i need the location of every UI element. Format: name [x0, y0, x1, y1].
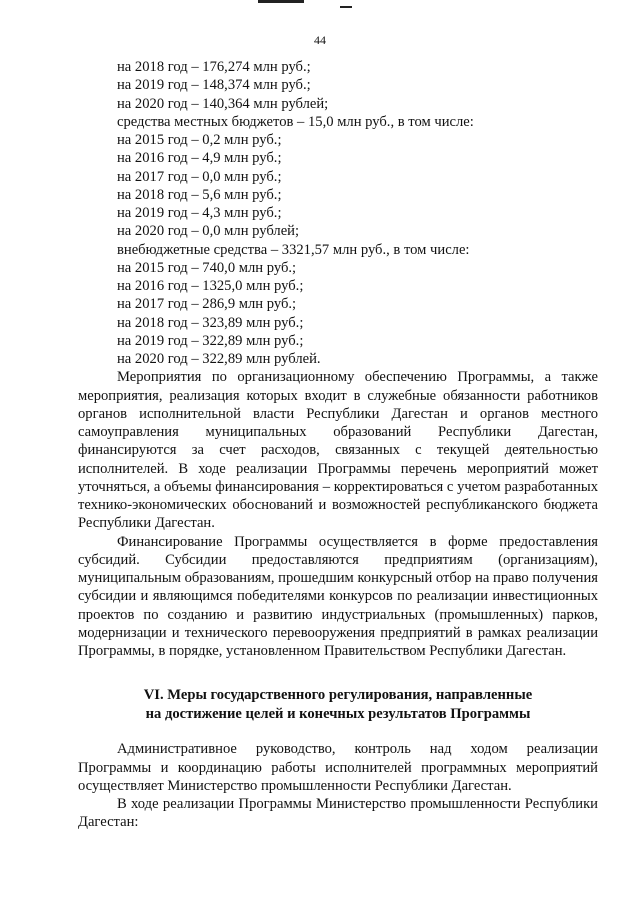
paragraph-text: Финансирование Программы осуществляется в форме предоставления субсидий. Субсидии предоставляются предприятиям (организациям), муниципальным образованиям, прошедшим конкурсный отбор на право получения субсидии и являющимся победителями конкурсов по реализации инвестиционных проектов по созданию и развитию индустриальных (промышленных) парков, модернизации и технического перевооружения предприятий в рамках реализации Программы, в порядке, установленном Правительством Республики Дагестан. [78, 533, 598, 659]
paragraph-administrative [78, 740, 598, 795]
funding-line: на 2018 год – 323,89 млн руб.; [117, 314, 304, 331]
funding-line: на 2020 год – 322,89 млн рублей. [117, 351, 321, 367]
paragraph-ministry-duties [78, 795, 598, 832]
scan-mark-top-small [340, 6, 352, 8]
section-heading-line: VI. Меры государственного регулирования, направленные [143, 687, 533, 704]
funding-line: на 2020 год – 0,0 млн рублей; [117, 223, 300, 240]
document-body [78, 58, 598, 832]
funding-line: на 2015 год – 0,2 млн руб.; [117, 132, 282, 148]
paragraph-financing-form [78, 533, 598, 661]
funding-line: на 2015 год – 740,0 млн руб.; [117, 259, 297, 276]
section-heading [78, 686, 598, 723]
page-number: 44 [314, 33, 326, 47]
funding-line: на 2019 год – 322,89 млн руб.; [117, 332, 304, 349]
section-heading-line: на достижение целей и конечных результатов Программы [145, 705, 531, 722]
funding-line: на 2018 год – 176,274 млн руб.; [117, 59, 311, 75]
paragraph-text: В ходе реализации Программы Министерство промышленности Республики Дагестан: [78, 796, 598, 831]
funding-line: на 2019 год – 148,374 млн руб.; [117, 77, 311, 94]
funding-line: на 2016 год – 1325,0 млн руб.; [117, 278, 304, 294]
funding-line: на 2016 год – 4,9 млн руб.; [117, 150, 282, 167]
scan-mark-top [258, 0, 304, 3]
funding-line: на 2020 год – 140,364 млн рублей; [117, 95, 329, 112]
funding-line: средства местных бюджетов – 15,0 млн руб., в том числе: [117, 113, 474, 130]
funding-line: на 2018 год – 5,6 млн руб.; [117, 186, 282, 203]
paragraph-text: Административное руководство, контроль над ходом реализации Программы и координацию работы исполнителей программных мероприятий осуществляет Министерство промышленности Республики Дагестан. [78, 741, 598, 794]
funding-line: на 2017 год – 0,0 млн руб.; [117, 168, 282, 185]
funding-line: на 2019 год – 4,3 млн руб.; [117, 205, 282, 221]
funding-line: на 2017 год – 286,9 млн руб.; [117, 296, 297, 313]
funding-line: внебюджетные средства – 3321,57 млн руб., в том числе: [117, 241, 470, 258]
paragraph-organizational-support [78, 368, 598, 532]
paragraph-text: Мероприятия по организационному обеспечению Программы, а также мероприятия, реализация которых входит в служебные обязанности работников органов исполнительной власти Республики Дагестан и органов местного самоуправления муниципальных образований Республики Дагестан, финансируются за счет расходов, связанных с текущей деятельностью исполнителей. В ходе реализации Программы перечень мероприятий может уточняться, а объемы финансирования – корректироваться с учетом разработанных технико-экономических обоснований и возможностей республиканского бюджета Республики Дагестан. [78, 369, 598, 532]
funding-list [78, 58, 598, 368]
